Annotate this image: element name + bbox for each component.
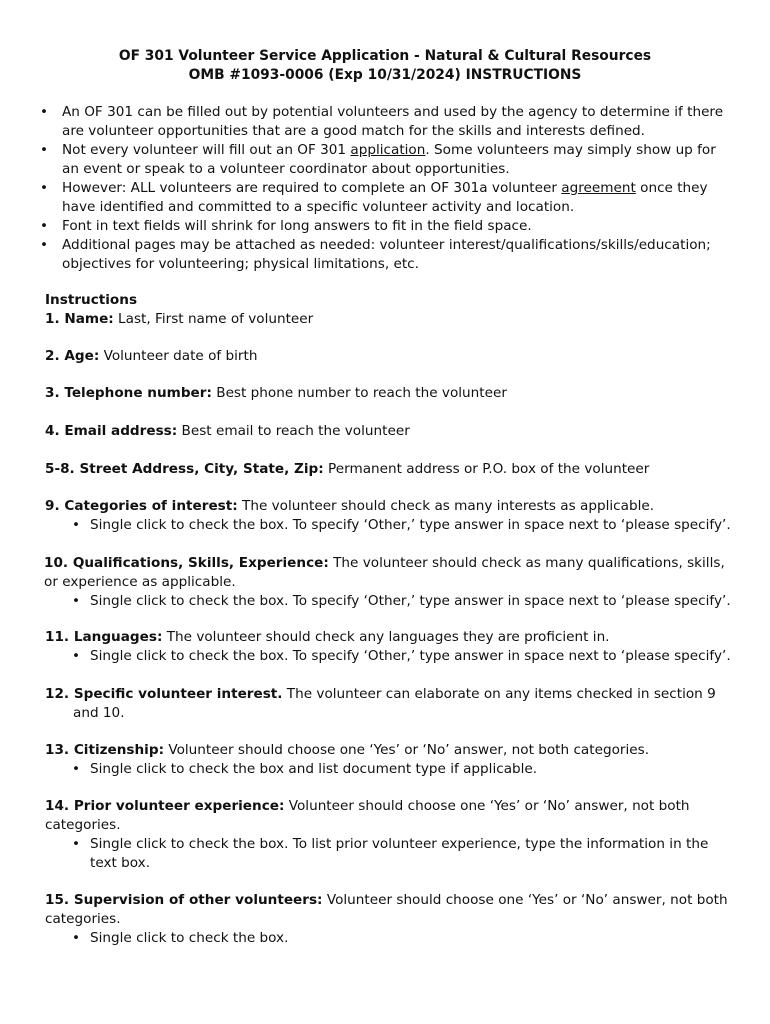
instruction-1: 1. Name: Last, First name of volunteer (45, 311, 314, 327)
instruction-5-8: 5-8. Street Address, City, State, Zip: Permanent address or P.O. box of the volunteer (45, 461, 650, 477)
intro-bullet-3: • However: ALL volunteers are required to complete an OF 301a volunteer agreement once they have identified and committed to a specific volunteer activity and location. (40, 180, 708, 215)
bullet-icon: • (72, 761, 81, 777)
bullet-icon: • (40, 180, 49, 196)
intro-bullet-5: • Additional pages may be attached as needed: volunteer interest/qualifications/skills/education; objectives for volunteering; physical limitations, etc. (40, 237, 711, 272)
instruction-9: 9. Categories of interest: The volunteer should check as many interests as applicable. • Single click to check the box. To specify ‘Other,’ type answer in space next to ‘please specify’. (45, 497, 735, 535)
instruction-11-sub: • Single click to check the box. To specify ‘Other,’ type answer in space next to ‘please specify’. (72, 648, 731, 664)
intro-bullet-2: • Not every volunteer will fill out an OF 301 application. Some volunteers may simply show up for an event or speak to a volunteer coordinator about opportunities. (40, 142, 716, 177)
title-line-1: OF 301 Volunteer Service Application - Natural & Cultural Resources (118, 48, 652, 64)
intro-bullet-1: • An OF 301 can be filled out by potential volunteers and used by the agency to determine if there are volunteer opportunities that are a good match for the skills and interests defined. (40, 104, 724, 139)
bullet-icon: • (40, 237, 49, 253)
bullet-icon: • (40, 218, 49, 234)
instructions-heading: Instructions (45, 292, 138, 308)
document-title (0, 47, 770, 85)
instruction-13-sub: • Single click to check the box and list document type if applicable. (72, 761, 538, 777)
bullet-icon: • (72, 836, 81, 852)
instruction-2: 2. Age: Volunteer date of birth (45, 348, 258, 364)
intro-bullet-4: • Font in text fields will shrink for long answers to fit in the field space. (40, 218, 532, 234)
bullet-icon: • (72, 517, 81, 533)
bullet-icon: • (72, 930, 81, 946)
instruction-10: 10. Qualifications, Skills, Experience: The volunteer should check as many qualifications, skills, or experience as applicable. • Single click to check the box. To specify ‘Other,’ type answer in space next to ‘please specify’. (45, 554, 735, 611)
instruction-15-sub: • Single click to check the box. (72, 930, 289, 946)
application-link[interactable]: application (350, 142, 426, 158)
bullet-icon: • (40, 142, 49, 158)
intro-bullet-list (38, 103, 728, 274)
instruction-14-sub: • Single click to check the box. To list prior volunteer experience, type the information in the text box. (72, 836, 709, 871)
instruction-15: 15. Supervision of other volunteers: Volunteer should choose one ‘Yes’ or ‘No’ answer, not both categories. • Single click to check the box. (45, 891, 735, 948)
bullet-icon: • (72, 648, 81, 664)
bullet-icon: • (72, 593, 81, 609)
instruction-4: 4. Email address: Best email to reach the volunteer (45, 423, 410, 439)
agreement-link[interactable]: agreement (561, 180, 636, 196)
instruction-10-sub: • Single click to check the box. To specify ‘Other,’ type answer in space next to ‘please specify’. (72, 593, 731, 609)
instructions-block-1 (45, 291, 735, 329)
instruction-12: 12. Specific volunteer interest. The volunteer can elaborate on any items checked in section 9 and 10. (45, 686, 716, 721)
instruction-13: 13. Citizenship: Volunteer should choose one ‘Yes’ or ‘No’ answer, not both categories. • Single click to check the box and list document type if applicable. (45, 741, 735, 779)
bullet-icon: • (40, 104, 49, 120)
instruction-9-sub: • Single click to check the box. To specify ‘Other,’ type answer in space next to ‘please specify’. (72, 517, 731, 533)
instruction-3: 3. Telephone number: Best phone number to reach the volunteer (45, 385, 507, 401)
instruction-11: 11. Languages: The volunteer should check any languages they are proficient in. • Single click to check the box. To specify ‘Other,’ type answer in space next to ‘please specify’. (45, 628, 735, 666)
instruction-14: 14. Prior volunteer experience: Volunteer should choose one ‘Yes’ or ‘No’ answer, not both categories. • Single click to check the box. To list prior volunteer experience, type the information in the text box. (45, 797, 735, 873)
title-line-2: OMB #1093-0006 (Exp 10/31/2024) INSTRUCTIONS (188, 67, 582, 83)
